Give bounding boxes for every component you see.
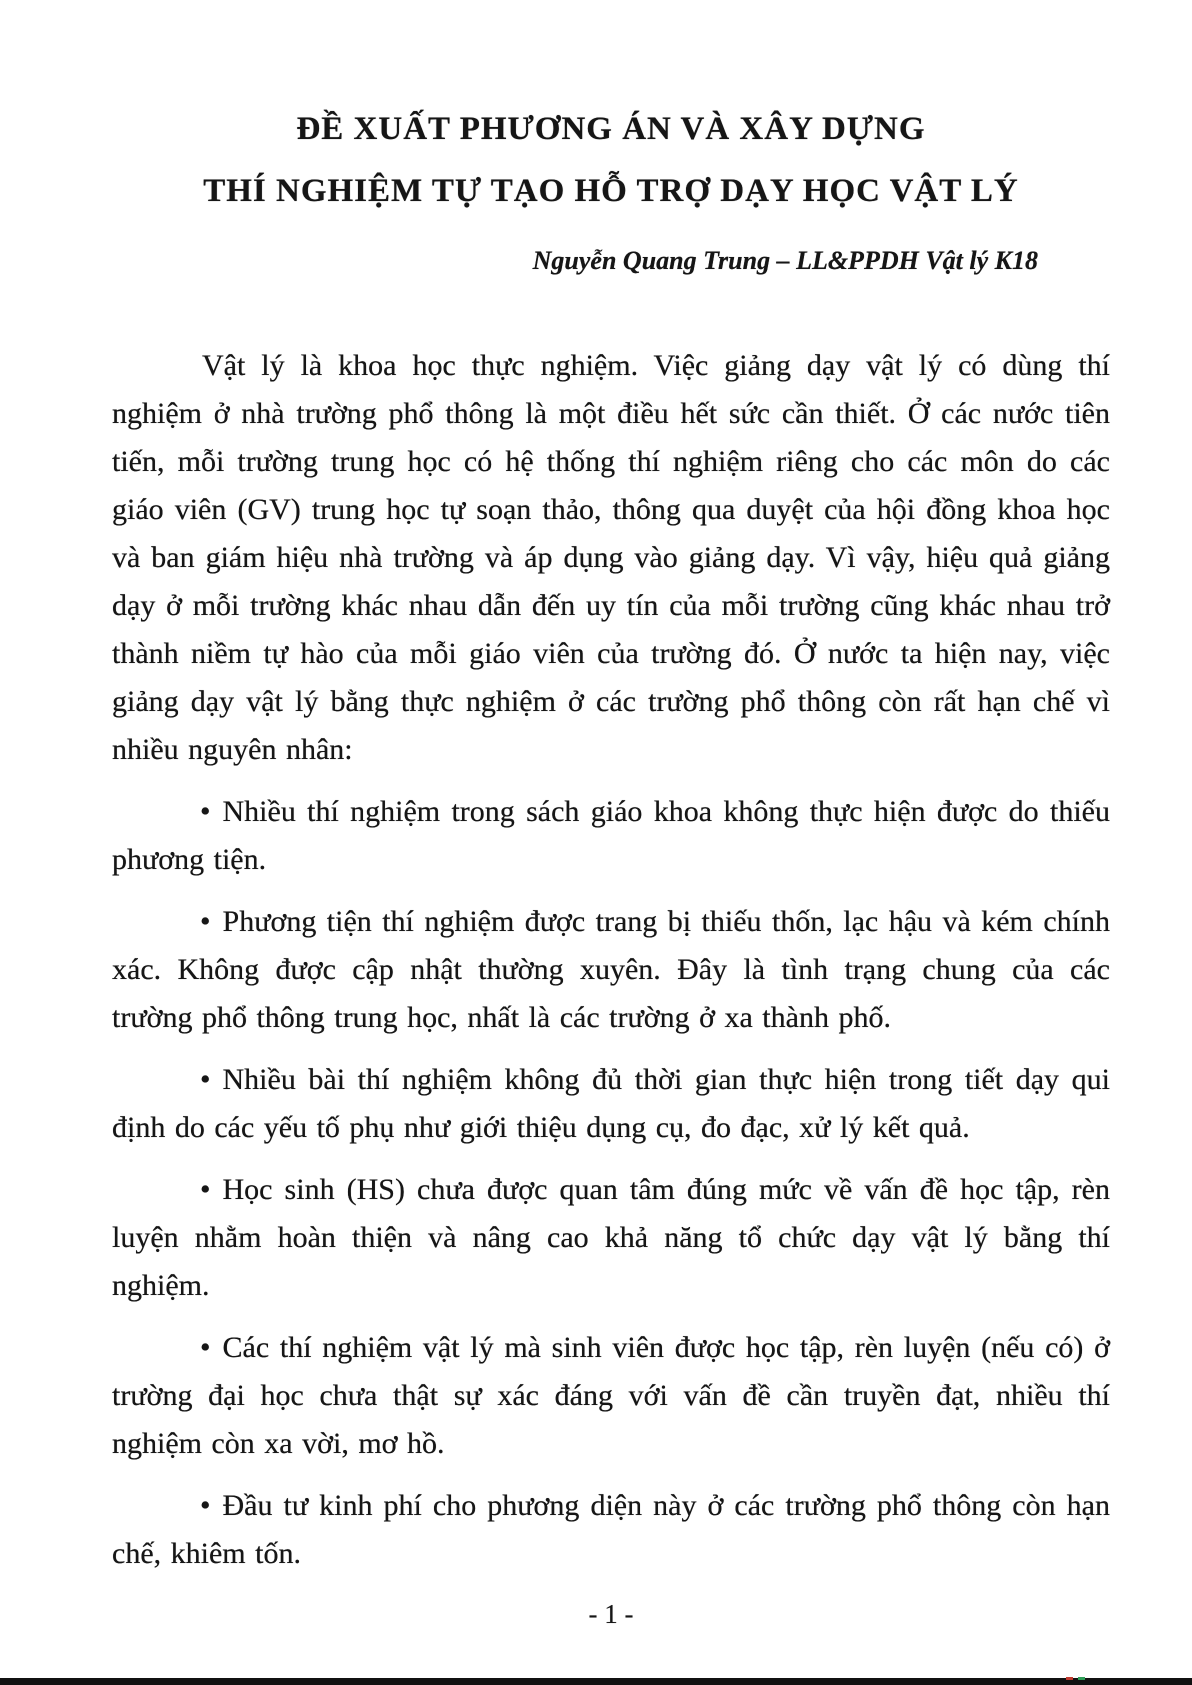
bullet-item-2 bbox=[112, 898, 1110, 1042]
document-title-line-2: THÍ NGHIỆM TỰ TẠO HỖ TRỢ DẠY HỌC VẬT LÝ bbox=[203, 173, 1019, 209]
bullet-text: Học sinh (HS) chưa được quan tâm đúng mức về vấn đề học tập, rèn luyện nhằm hoàn thiện và nâng cao khả năng tổ chức dạy vật lý bằng thí nghiệm. bbox=[112, 1173, 1110, 1303]
bullet-text: Nhiều thí nghiệm trong sách giáo khoa không thực hiện được do thiếu phương tiện. bbox=[112, 795, 1110, 877]
bullet-marker: • bbox=[200, 1063, 211, 1097]
bullet-item-5 bbox=[112, 1324, 1110, 1468]
document-title bbox=[112, 98, 1110, 222]
bullet-marker: • bbox=[200, 1331, 211, 1365]
bullet-marker: • bbox=[200, 905, 211, 939]
document-title-line-1: ĐỀ XUẤT PHƯƠNG ÁN VÀ XÂY DỰNG bbox=[296, 111, 926, 147]
bullet-text: Nhiều bài thí nghiệm không đủ thời gian thực hiện trong tiết dạy qui định do các yếu tố phụ như giới thiệu dụng cụ, đo đạc, xử lý kết quả. bbox=[112, 1063, 1110, 1145]
bullet-item-4 bbox=[112, 1166, 1110, 1310]
bullet-marker: • bbox=[200, 1173, 211, 1207]
bullet-text: Các thí nghiệm vật lý mà sinh viên được học tập, rèn luyện (nếu có) ở trường đại học chưa thật sự xác đáng với vấn đề cần truyền đạt, nhiều thí nghiệm còn xa vời, mơ hồ. bbox=[112, 1331, 1110, 1461]
document-content bbox=[112, 0, 1110, 1634]
author-byline: Nguyễn Quang Trung – LL&PPDH Vật lý K18 bbox=[532, 246, 1038, 276]
bullet-marker: • bbox=[200, 1489, 211, 1523]
intro-paragraph: Vật lý là khoa học thực nghiệm. Việc giảng dạy vật lý có dùng thí nghiệm ở nhà trường phổ thông là một điều hết sức cần thiết. Ở các nước tiên tiến, mỗi trường trung học có hệ thống thí nghiệm riêng cho các môn do các giáo viên (GV) trung học tự soạn thảo, thông qua duyệt của hội đồng khoa học và ban giám hiệu nhà trường và áp dụng vào giảng dạy. Vì vậy, hiệu quả giảng dạy ở mỗi trường khác nhau dẫn đến uy tín của mỗi trường cũng khác nhau trở thành niềm tự hào của mỗi giáo viên của trường đó. Ở nước ta hiện nay, việc giảng dạy vật lý bằng thực nghiệm ở các trường phổ thông còn rất hạn chế vì nhiều nguyên nhân: bbox=[112, 349, 1110, 767]
scan-artifact-green bbox=[1078, 1677, 1085, 1680]
bullet-item-3 bbox=[112, 1056, 1110, 1152]
scan-edge-bar bbox=[0, 1678, 1192, 1685]
page-number: - 1 - bbox=[588, 1599, 634, 1630]
bullet-text: Phương tiện thí nghiệm được trang bị thiếu thốn, lạc hậu và kém chính xác. Không được cập nhật thường xuyên. Đây là tình trạng chung của các trường phổ thông trung học, nhất là các trường ở xa thành phố. bbox=[112, 905, 1110, 1035]
bullet-text: Đầu tư kinh phí cho phương diện này ở các trường phổ thông còn hạn chế, khiêm tốn. bbox=[112, 1489, 1110, 1571]
bullet-item-6 bbox=[112, 1482, 1110, 1578]
scan-artifact-red bbox=[1066, 1677, 1073, 1680]
bullet-item-1 bbox=[112, 788, 1110, 884]
bullet-marker: • bbox=[200, 795, 211, 829]
